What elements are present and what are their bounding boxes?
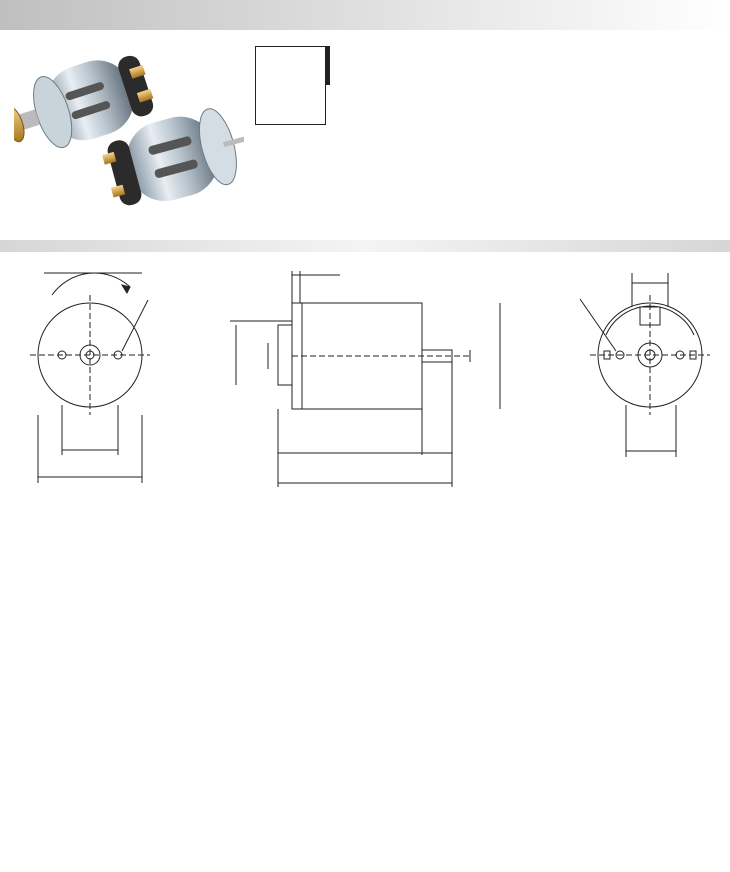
dimension-drawing [0, 255, 730, 500]
model-header [256, 47, 326, 125]
performance-curves [0, 560, 730, 872]
stall-header [329, 47, 330, 85]
section-divider [0, 240, 730, 252]
spec-table [255, 46, 330, 125]
motor-photo [14, 40, 244, 230]
top-banner [0, 0, 730, 30]
